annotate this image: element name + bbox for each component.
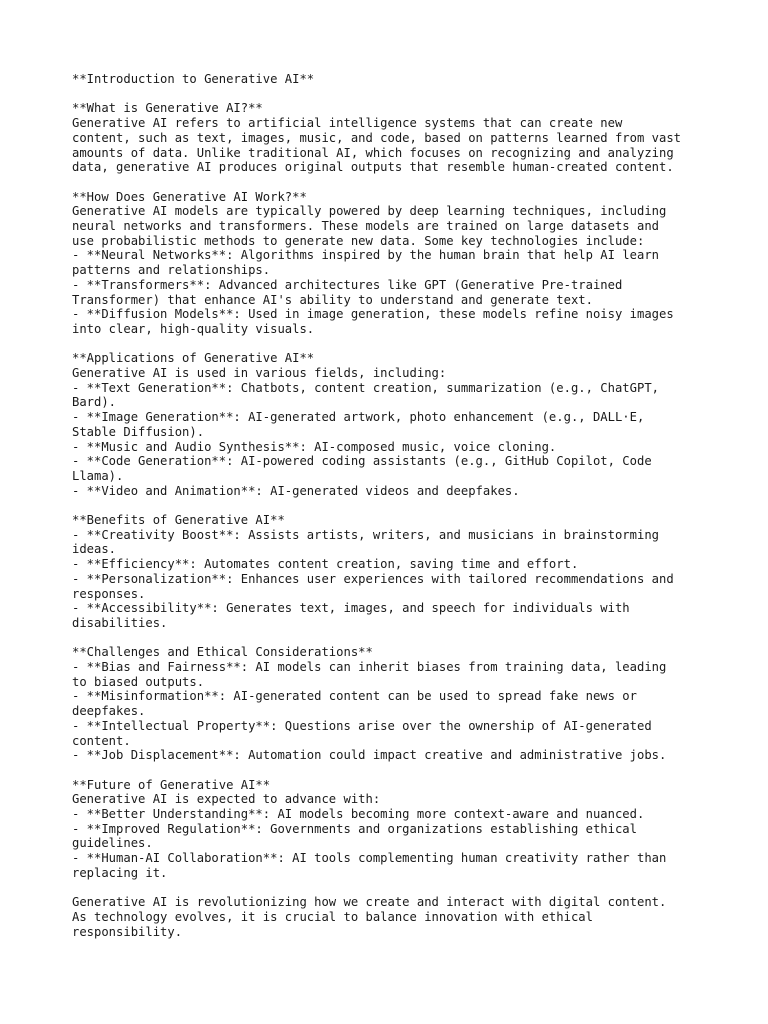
list-item: - **Neural Networks**: Algorithms inspired by the human brain that help AI learn: [72, 248, 659, 263]
section-heading: **Future of Generative AI**: [72, 777, 271, 792]
text-line: Generative AI models are typically powered by deep learning techniques, including: [72, 204, 667, 219]
text-line: Generative AI is expected to advance with:: [72, 792, 381, 807]
text-line: Transformer) that enhance AI's ability to understand and generate text.: [72, 292, 593, 307]
list-item: - **Video and Animation**: AI-generated videos and deepfakes.: [72, 483, 520, 498]
list-item: - **Job Displacement**: Automation could impact creative and administrative jobs.: [72, 748, 667, 763]
list-item: - **Music and Audio Synthesis**: AI-composed music, voice cloning.: [72, 439, 557, 454]
section-heading: **How Does Generative AI Work?**: [72, 189, 307, 204]
list-item: - **Code Generation**: AI-powered coding assistants (e.g., GitHub Copilot, Code: [72, 454, 652, 469]
blank-line: [72, 337, 712, 352]
list-item: - **Image Generation**: AI-generated artwork, photo enhancement (e.g., DALL·E,: [72, 410, 645, 425]
list-item: - **Intellectual Property**: Questions arise over the ownership of AI-generated: [72, 718, 652, 733]
text-line: Generative AI refers to artificial intelligence systems that can create new: [72, 116, 623, 131]
list-item: - **Diffusion Models**: Used in image generation, these models refine noisy images: [72, 307, 674, 322]
text-line: replacing it.: [72, 865, 168, 880]
text-line: to biased outputs.: [72, 674, 205, 689]
text-line: use probabilistic methods to generate new data. Some key technologies include:: [72, 233, 645, 248]
text-line: amounts of data. Unlike traditional AI, which focuses on recognizing and analyzing: [72, 145, 674, 160]
blank-line: [72, 763, 712, 778]
blank-line: [72, 498, 712, 513]
blank-line: [72, 881, 712, 896]
section-heading: **What is Generative AI?**: [72, 101, 263, 116]
text-line: disabilities.: [72, 615, 168, 630]
text-line: Generative AI is used in various fields, including:: [72, 366, 447, 381]
list-item: - **Efficiency**: Automates content creation, saving time and effort.: [72, 557, 579, 572]
list-item: - **Improved Regulation**: Governments and organizations establishing ethical: [72, 821, 637, 836]
text-line: neural networks and transformers. These models are trained on large datasets and: [72, 219, 659, 233]
text-line: ideas.: [72, 542, 117, 557]
list-item: - **Transformers**: Advanced architectures like GPT (Generative Pre-trained: [72, 277, 623, 292]
text-line: As technology evolves, it is crucial to balance innovation with ethical: [72, 909, 593, 924]
list-item: - **Creativity Boost**: Assists artists, writers, and musicians in brainstorming: [72, 527, 659, 542]
text-line: content.: [72, 733, 131, 748]
text-line: into clear, high-quality visuals.: [72, 321, 315, 336]
blank-line: [72, 631, 712, 646]
list-item: - **Bias and Fairness**: AI models can inherit biases from training data, leading: [72, 660, 667, 675]
text-line: responsibility.: [72, 924, 183, 939]
text-line: patterns and relationships.: [72, 263, 271, 278]
section-heading: **Applications of Generative AI**: [72, 351, 315, 366]
text-line: Stable Diffusion).: [72, 424, 205, 439]
blank-line: [72, 87, 712, 102]
list-item: - **Personalization**: Enhances user experiences with tailored recommendations and: [72, 571, 674, 586]
list-item: - **Human-AI Collaboration**: AI tools complementing human creativity rather than: [72, 851, 667, 866]
text-line: Llama).: [72, 468, 124, 483]
text-line: deepfakes.: [72, 704, 146, 719]
document-body: [72, 72, 712, 939]
list-item: - **Better Understanding**: AI models becoming more context-aware and nuanced.: [72, 807, 645, 822]
text-line: Generative AI is revolutionizing how we create and interact with digital content.: [72, 895, 667, 910]
text-line: content, such as text, images, music, and code, based on patterns learned from vast: [72, 130, 682, 145]
section-heading: **Benefits of Generative AI**: [72, 513, 285, 528]
text-line: responses.: [72, 586, 146, 601]
section-heading: **Introduction to Generative AI**: [72, 72, 315, 86]
list-item: - **Text Generation**: Chatbots, content creation, summarization (e.g., ChatGPT,: [72, 380, 659, 395]
text-line: Bard).: [72, 395, 117, 410]
list-item: - **Accessibility**: Generates text, images, and speech for individuals with: [72, 601, 630, 616]
text-line: guidelines.: [72, 836, 153, 851]
section-heading: **Challenges and Ethical Considerations**: [72, 645, 373, 660]
text-line: data, generative AI produces original outputs that resemble human-created content.: [72, 160, 674, 175]
blank-line: [72, 175, 712, 190]
list-item: - **Misinformation**: AI-generated content can be used to spread fake news or: [72, 689, 637, 704]
